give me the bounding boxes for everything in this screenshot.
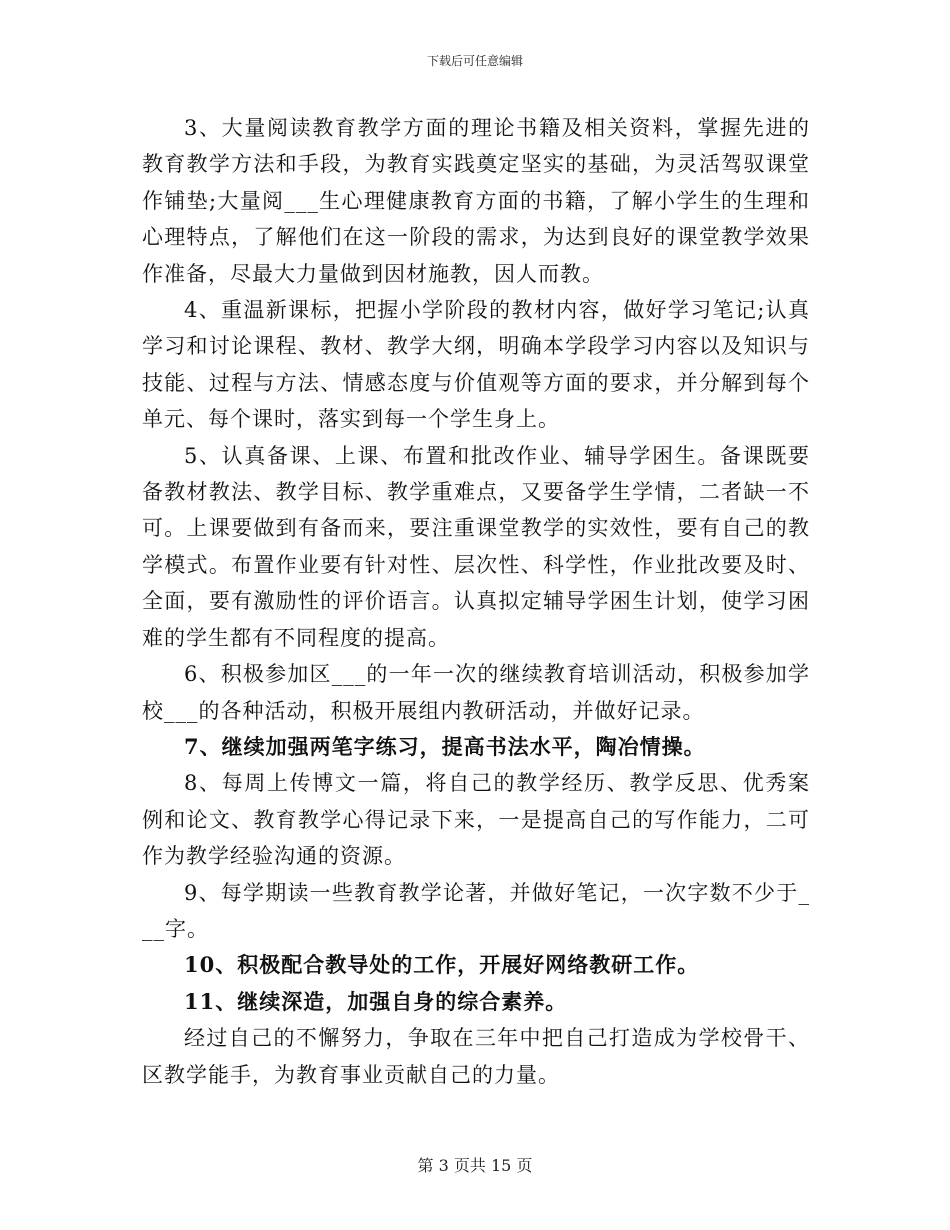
paragraph-item-10: 10、积极配合教导处的工作，开展好网络教研工作。 [184,952,700,978]
paragraph-item-9: 9、每学期读一些教育教学论著，并做好笔记，一次字数不少于___字。 [142,880,810,941]
page-footer: 第 3 页共 15 页 [417,1156,533,1175]
page-header: 下载后可任意编辑 [426,54,523,68]
paragraph-item-5: 5、认真备课、上课、布置和批改作业、辅导学困生。备课既要备教材教法、教学目标、教学重难点，又要备学生学情，二者缺一不可。上课要做到有备而来，要注重课堂教学的实效性，要有自己的教学模式。布置作业要有针对性、层次性、科学性，作业批改要及时、全面，要有激励性的评价语言。认真拟定辅导学困生计划，使学习困难的学生都有不同程度的提高。 [142,443,810,650]
paragraph-item-11: 11、继续深造，加强自身的综合素养。 [184,988,568,1014]
paragraph-item-8: 8、每周上传博文一篇，将自己的教学经历、教学反思、优秀案例和论文、教育教学心得记录下来，一是提高自己的写作能力，二可作为教学经验沟通的资源。 [142,771,810,869]
paragraph-item-7: 7、继续加强两笔字练习，提高书法水平，陶冶情操。 [184,733,706,759]
paragraph-conclusion: 经过自己的不懈努力，争取在三年中把自己打造成为学校骨干、区教学能手，为教育事业贡献自己的力量。 [142,1026,810,1087]
paragraph-item-4: 4、重温新课标，把握小学阶段的教材内容，做好学习笔记;认真学习和讨论课程、教材、教学大纲，明确本学段学习内容以及知识与技能、过程与方法、情感态度与价值观等方面的要求，并分解到每个单元、每个课时，落实到每一个学生身上。 [142,298,810,432]
document-body [142,110,810,1093]
paragraph-item-3: 3、大量阅读教育教学方面的理论书籍及相关资料，掌握先进的教育教学方法和手段，为教育实践奠定坚实的基础，为灵活驾驭课堂作铺垫;大量阅___生心理健康教育方面的书籍，了解小学生的生理和心理特点，了解他们在这一阶段的需求，为达到良好的课堂教学效果作准备，尽最大力量做到因材施教，因人而教。 [142,116,810,286]
paragraph-item-6: 6、积极参加区___的一年一次的继续教育培训活动，积极参加学校___的各种活动，积极开展组内教研活动，并做好记录。 [142,662,810,723]
